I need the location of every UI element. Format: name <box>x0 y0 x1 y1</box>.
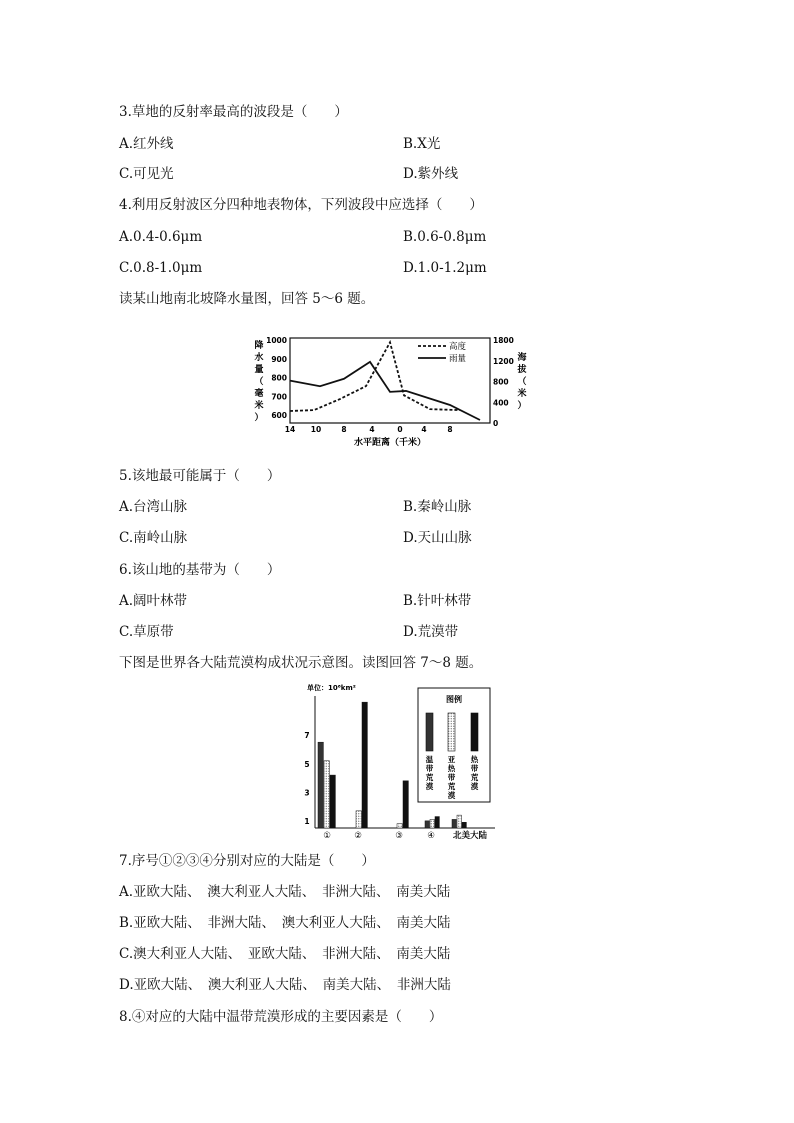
legend-label-char: 荒 <box>425 773 434 782</box>
x-tick-label: 4 <box>421 425 427 434</box>
right-tick-label: 400 <box>493 398 509 408</box>
y-tick-label: 1 <box>304 817 310 826</box>
legend-label-char: 热 <box>470 755 479 764</box>
left-axis-label-char: 毫 <box>254 389 264 399</box>
legend-subtropical-swatch <box>448 713 455 751</box>
tropical-bar <box>330 775 335 828</box>
legend-label-char: 带 <box>447 773 456 782</box>
q3-stem: 3.草地的反射率最高的波段是（ ） <box>119 104 348 120</box>
tropical-bar <box>362 702 367 828</box>
legend-tropical-swatch <box>471 713 478 751</box>
intro-7-8: 下图是世界各大陆荒漠构成状况示意图。读图回答 7～8 题。 <box>119 655 483 671</box>
subtropical-bar <box>356 811 361 828</box>
tropical-bar <box>403 781 408 828</box>
tropical-bar <box>435 817 439 828</box>
y-tick-label: 7 <box>304 731 310 741</box>
legend-label-char: 带 <box>470 764 479 773</box>
unit-label: 单位：10⁶km² <box>307 684 356 692</box>
legend-label-char: 漠 <box>425 782 434 791</box>
legend-temperate-swatch <box>426 713 433 751</box>
left-axis-label-char: 米 <box>254 401 264 411</box>
right-axis-ticks <box>493 336 514 428</box>
right-tick-label: 1800 <box>493 336 514 345</box>
legend-rain-label: 雨量 <box>449 354 467 364</box>
subtropical-bar <box>457 815 461 828</box>
right-axis-label <box>516 351 527 411</box>
q5-option-a: A.台湾山脉 <box>119 499 188 515</box>
q7-option-a: A.亚欧大陆、 澳大利亚人大陆、 非洲大陆、 南美大陆 <box>119 884 451 900</box>
left-axis-label-char: 水 <box>254 353 264 363</box>
right-tick-label: 800 <box>493 377 509 387</box>
q7-stem: 7.序号①②③④分别对应的大陆是（ ） <box>119 853 375 869</box>
temperate-bar <box>452 819 456 828</box>
subtropical-bar <box>397 824 402 828</box>
y-axis-ticks <box>304 731 309 826</box>
q3-option-a: A.红外线 <box>119 136 174 152</box>
q7-option-d: D.亚欧大陆、 澳大利亚人大陆、 南美大陆、 非洲大陆 <box>119 977 451 993</box>
legend-subtropical-label <box>448 754 456 800</box>
legend-label-char: 荒 <box>470 773 479 782</box>
legend-temperate-label <box>426 754 434 791</box>
legend-tropical-label <box>471 754 479 791</box>
q4-option-d: D.1.0-1.2μm <box>403 260 487 276</box>
subtropical-bar <box>324 761 329 828</box>
right-axis-label-char: ） <box>517 401 527 411</box>
left-tick-label: 700 <box>271 392 287 402</box>
x-tick-label: 4 <box>369 425 375 434</box>
legend-box <box>418 688 490 802</box>
left-axis-label-char: （ <box>254 377 264 387</box>
x-tick-label: 0 <box>397 425 403 434</box>
legend-label-char: 漠 <box>470 782 479 791</box>
q3-option-d: D.紫外线 <box>403 166 459 182</box>
legend <box>418 341 467 364</box>
legend-label-char: 漠 <box>447 791 456 800</box>
legend-label-char: 热 <box>447 764 456 773</box>
right-tick-label: 0 <box>493 419 499 428</box>
q7-option-c: C.澳大利亚人大陆、 亚欧大陆、 非洲大陆、 南美大陆 <box>119 946 451 962</box>
category-label: 北美大陆 <box>452 831 488 841</box>
q5-option-b: B.秦岭山脉 <box>403 499 472 515</box>
y-tick-label: 3 <box>304 788 310 798</box>
category-label: ④ <box>427 831 435 841</box>
left-tick-label: 800 <box>271 373 287 383</box>
rain-series-line <box>290 362 480 420</box>
x-axis-title: 水平距离（千米） <box>353 438 427 448</box>
q4-option-a: A.0.4-0.6μm <box>119 229 203 245</box>
category-label: ③ <box>395 831 403 841</box>
q4-option-b: B.0.6-0.8μm <box>403 229 487 245</box>
legend-label-char: 亚 <box>447 755 456 764</box>
q6-option-a: A.阔叶林带 <box>119 593 188 609</box>
left-axis-label-char: 降 <box>254 341 264 351</box>
tropical-bar <box>462 822 466 828</box>
legend-label-char: 温 <box>425 755 434 764</box>
left-axis-label-char: ） <box>254 413 264 423</box>
subtropical-bar <box>430 819 434 828</box>
left-tick-label: 600 <box>271 411 287 420</box>
right-axis-label-char: 拔 <box>517 365 527 375</box>
q5-option-d: D.天山山脉 <box>403 530 472 546</box>
legend-height-label: 高度 <box>449 342 467 352</box>
desert-composition-chart <box>295 680 500 845</box>
precipitation-elevation-chart <box>250 330 530 455</box>
y-tick-label: 5 <box>304 759 310 769</box>
legend-title: 图例 <box>446 695 462 704</box>
left-tick-label: 900 <box>271 354 287 364</box>
category-label: ① <box>323 831 331 841</box>
x-tick-label: 8 <box>341 425 347 434</box>
legend-label-char: 带 <box>425 764 434 773</box>
right-axis-label-char: 海 <box>517 353 527 363</box>
q6-option-b: B.针叶林带 <box>403 593 472 609</box>
right-tick-label: 1200 <box>493 356 514 366</box>
temperate-bar <box>318 742 323 828</box>
legend-label-char: 荒 <box>447 782 456 791</box>
x-axis-ticks <box>285 425 453 434</box>
right-axis-label-char: 米 <box>517 389 527 399</box>
q5-option-c: C.南岭山脉 <box>119 530 188 546</box>
category-label: ② <box>354 831 362 841</box>
q6-option-d: D.荒漠带 <box>403 624 459 640</box>
q6-option-c: C.草原带 <box>119 624 174 640</box>
x-tick-label: 14 <box>284 425 296 434</box>
category-labels <box>323 830 487 841</box>
left-axis-ticks <box>266 336 287 420</box>
q8-stem: 8.④对应的大陆中温带荒漠形成的主要因素是（ ） <box>119 1009 443 1025</box>
q4-option-c: C.0.8-1.0μm <box>119 260 203 276</box>
intro-5-6: 读某山地南北坡降水量图，回答 5～6 题。 <box>119 291 375 307</box>
left-axis-label-char: 量 <box>254 365 264 375</box>
q5-stem: 5.该地最可能属于（ ） <box>119 468 281 484</box>
x-tick-label: 8 <box>447 425 453 434</box>
q6-stem: 6.该山地的基带为（ ） <box>119 562 281 578</box>
q3-option-b: B.X光 <box>403 136 441 152</box>
right-axis-label-char: （ <box>517 377 527 387</box>
left-axis-label <box>253 339 263 423</box>
x-tick-label: 10 <box>310 425 322 434</box>
q4-stem: 4.利用反射波区分四种地表物体，下列波段中应选择（ ） <box>119 197 483 213</box>
left-tick-label: 1000 <box>266 336 287 345</box>
q3-option-c: C.可见光 <box>119 166 174 182</box>
q7-option-b: B.亚欧大陆、 非洲大陆、 澳大利亚人大陆、 南美大陆 <box>119 915 451 931</box>
temperate-bar <box>425 821 429 828</box>
